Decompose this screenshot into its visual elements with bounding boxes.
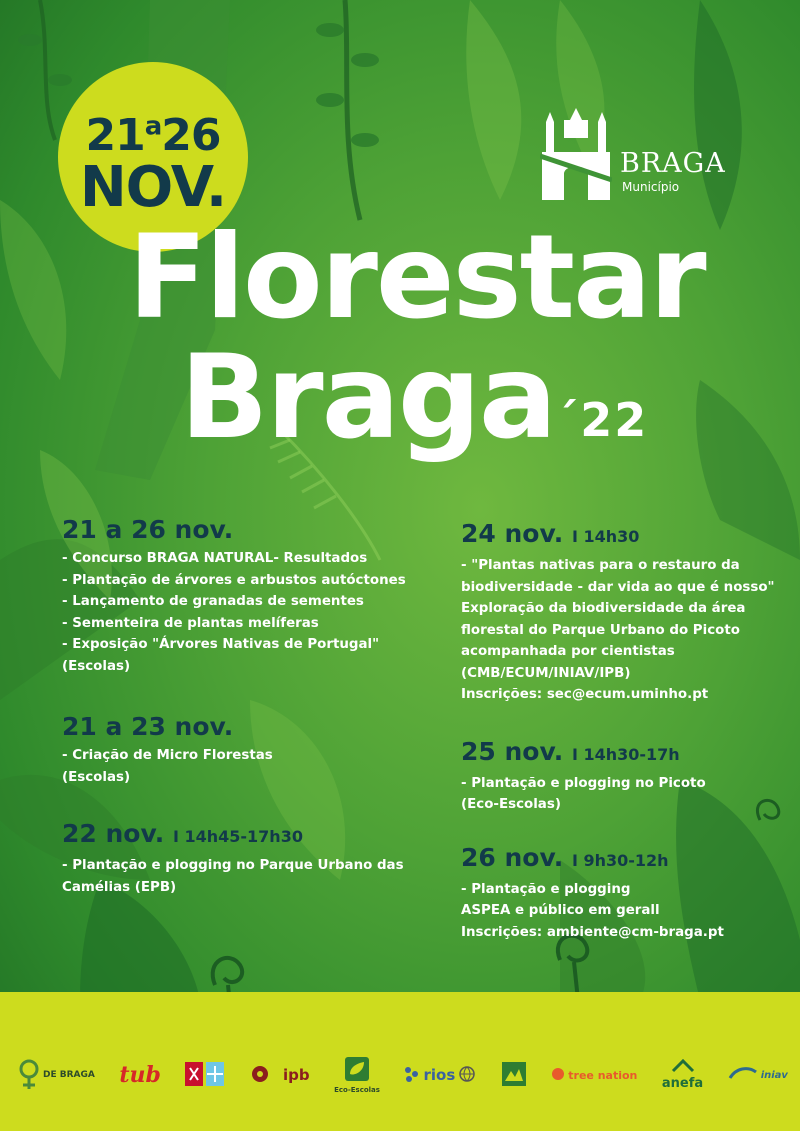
event-line: - Sementeira de plantas melíferas [62,615,319,631]
tree-nation-logo-icon [551,1067,565,1084]
ipb-logo-icon [250,1063,280,1088]
braga-education-logo-icon [18,1059,40,1092]
event-time: I 14h30-17h [571,744,680,764]
date-separator: a [144,111,162,142]
title-year: ´22 [555,393,649,447]
green-box-logo-icon [501,1061,527,1090]
event-line: acompanhada por cientistas [461,644,675,659]
event-line: ASPEA e público em gerall [461,903,660,918]
event-line: - Criação de Micro Florestas [62,748,273,763]
logo-subtitle: Município [622,180,680,194]
partner-label: anefa [661,1076,704,1091]
date-end: 26 [161,110,221,161]
logo-name: BRAGA [620,148,726,179]
partner-label: Eco-Escolas [334,1086,380,1094]
globe-logo-icon [458,1065,476,1086]
partner-logo [501,1061,527,1090]
event-heading [62,516,432,544]
anefa-logo-icon [671,1059,695,1076]
event-line: biodiversidade - dar vida ao que é nosso" [461,579,775,595]
date-range [58,110,248,161]
uminho-logo-icon [185,1062,225,1089]
schedule-right-column [461,520,781,969]
event-date: 21 a 26 nov. [62,515,234,544]
event-date: 25 nov. [461,736,564,766]
partner-logos [18,1050,788,1100]
event-heading [62,713,432,741]
date-month: NOV. [79,155,227,220]
event-block [62,820,432,898]
event-line: - Exposição "Árvores Nativas de Portugal" [62,637,380,652]
event-date: 21 a 23 nov. [62,712,234,741]
partner-logo [728,1064,788,1087]
event-block [461,844,781,944]
event-time: I 14h30 [571,527,640,546]
partner-logo [334,1056,380,1094]
partner-logo [662,1059,703,1091]
iniav-logo-icon [728,1064,758,1087]
event-line: Exploração da biodiversidade da área [461,601,746,616]
event-line: - Plantação e plogging [461,881,631,897]
projeto-rios-logo-icon [404,1064,420,1087]
partner-logo [404,1064,476,1087]
event-time: I 9h30-12h [571,850,669,870]
event-time: I 14h45-17h30 [172,827,303,846]
event-line: Camélias (EPB) [62,879,177,895]
partner-label: tree nation [568,1068,638,1082]
event-date: 24 nov. [461,519,564,548]
event-date: 26 nov. [461,842,564,872]
event-heading [461,844,781,875]
event-line: - Plantação de árvores e arbustos autóctones [62,572,406,588]
title-word: Braga [180,330,556,465]
partner-label: rios [423,1066,456,1084]
tub-logo-icon: tub [119,1062,161,1088]
event-heading [461,738,781,769]
title-line-2 [180,330,649,465]
partner-label: DE BRAGA [43,1070,95,1080]
event-heading [62,820,432,851]
footer-wave [0,991,800,1031]
event-line: (Escolas) [62,769,131,785]
event-line: (Escolas) [62,658,131,674]
event-registration: Inscrições: ambiente@cm-braga.pt [461,924,724,940]
partner-label: iniav [760,1069,788,1081]
braga-municipio-logo [540,108,740,203]
partner-logo [551,1067,637,1084]
event-block [62,713,432,788]
event-line: (CMB/ECUM/INIAV/IPB) [461,665,631,681]
event-line: - Plantação e plogging no Picoto [461,775,706,791]
title-line-1: Florestar [128,210,705,345]
event-line: - Lançamento de granadas de sementes [62,594,364,609]
partner-logo [18,1059,95,1092]
event-line: - Plantação e plogging no Parque Urbano das [62,858,404,873]
partner-logo [250,1063,310,1088]
eco-escolas-logo-icon [344,1056,370,1085]
event-line: - Concurso BRAGA NATURAL- Resultados [62,551,368,566]
event-line: (Eco-Escolas) [461,797,561,812]
schedule-left-column [62,516,432,924]
event-block [461,520,781,706]
braga-castle-icon [540,108,612,200]
event-block [62,516,432,677]
event-block [461,738,781,816]
event-line: - "Plantas nativas para o restauro da [461,558,740,573]
partner-logo [185,1062,225,1089]
event-registration: Inscrições: sec@ecum.uminho.pt [461,687,709,702]
date-start: 21 [85,110,145,161]
event-heading [461,520,781,551]
event-line: florestal do Parque Urbano do Picoto [461,622,740,638]
partner-logo [119,1062,161,1088]
event-date: 22 nov. [62,819,165,848]
partner-label: ipb [282,1066,310,1084]
